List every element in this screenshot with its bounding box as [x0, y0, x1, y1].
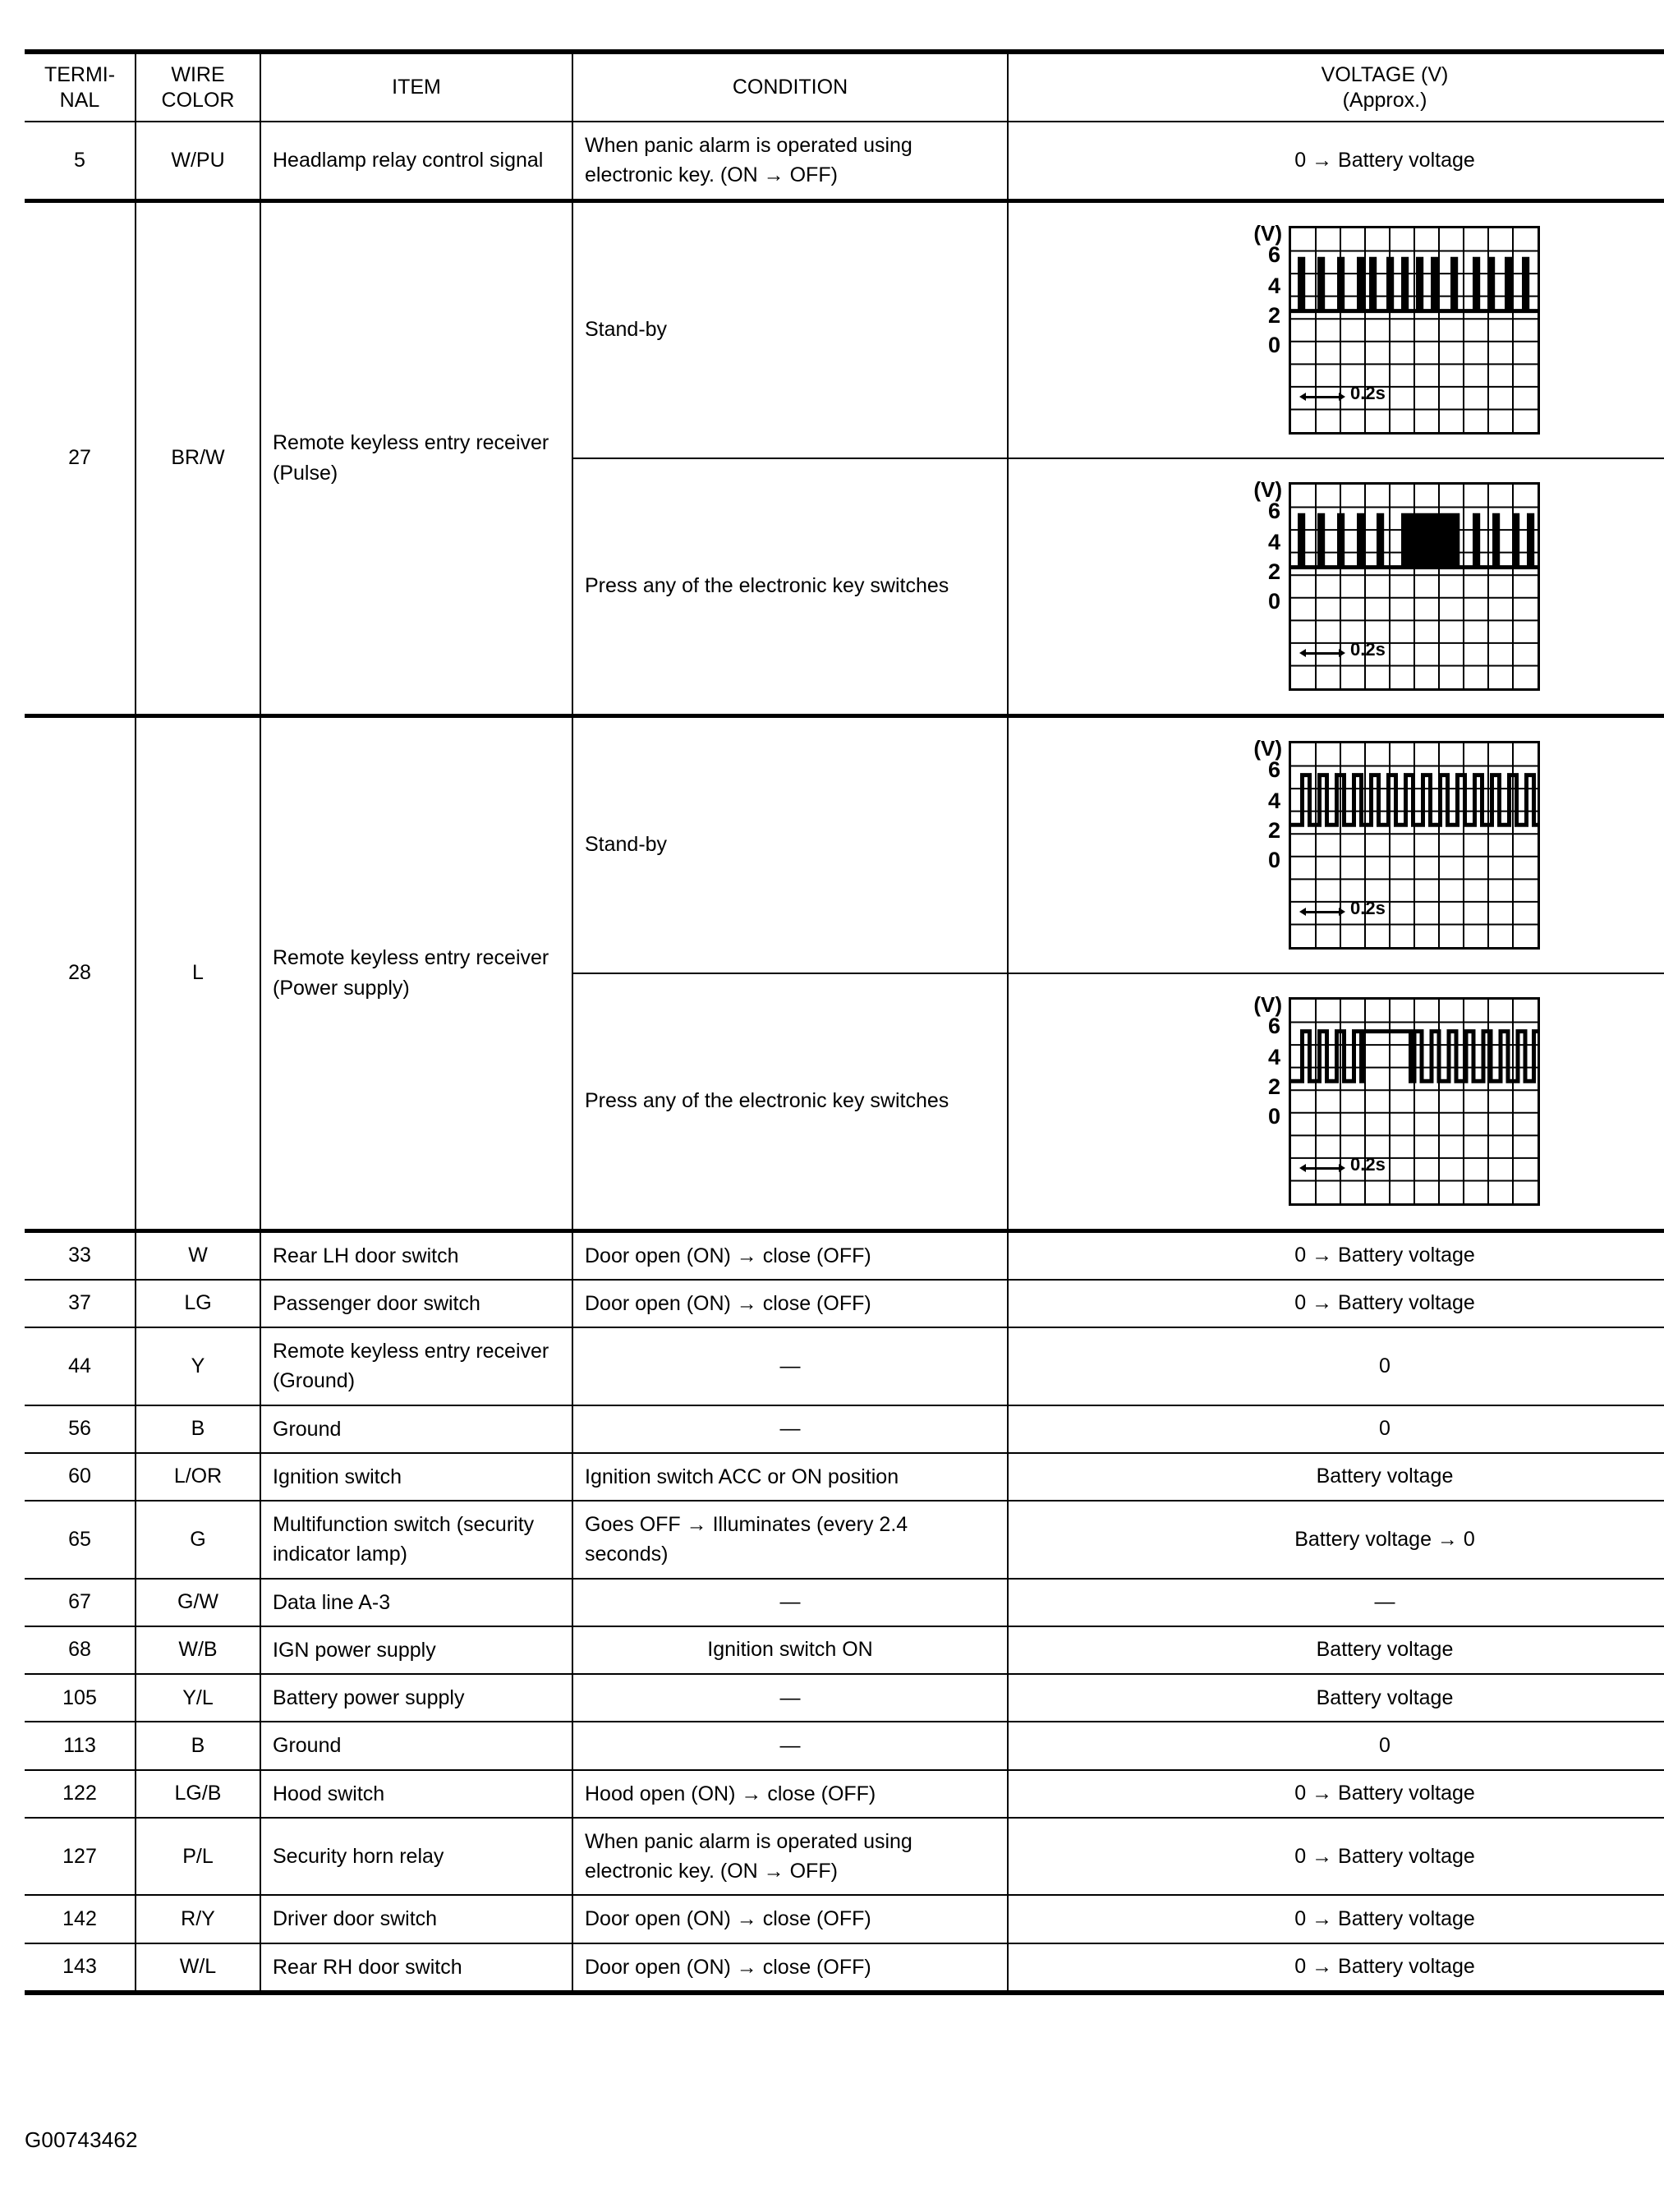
cell-terminal: 143 [25, 1943, 136, 1993]
axis-tick-4: 4 [1267, 788, 1280, 813]
cell-wire-color: G [136, 1501, 260, 1579]
axis-tick-4: 4 [1267, 1044, 1280, 1069]
scope-y-axis [1230, 220, 1289, 430]
timebase-label: 0.2s [1350, 1153, 1386, 1175]
cell-condition: Door open (ON) → close (OFF) [572, 1943, 1008, 1993]
cell-voltage: 0 → Battery voltage [1008, 1770, 1664, 1818]
cell-voltage: — [1008, 1579, 1664, 1626]
cell-item: Security horn relay [260, 1818, 572, 1896]
cell-wire-color: W [136, 1230, 260, 1280]
timebase-label: 0.2s [1350, 382, 1386, 403]
cell-item: Remote keyless entry receiver (Power supply) [260, 715, 572, 1230]
column-header-terminal [25, 52, 136, 122]
table-row [25, 1327, 1664, 1405]
cell-condition: Door open (ON) → close (OFF) [572, 1895, 1008, 1943]
cell-condition: — [572, 1405, 1008, 1453]
cell-wire-color: L [136, 715, 260, 1230]
scope-y-axis [1230, 476, 1289, 686]
waveform-plot [1291, 1000, 1538, 1203]
cell-voltage: 0 → Battery voltage [1008, 1818, 1664, 1896]
cell-item: Data line A-3 [260, 1579, 572, 1626]
cell-wire-color: Y [136, 1327, 260, 1405]
cell-condition: When panic alarm is operated using electronic key. (ON → OFF) [572, 1818, 1008, 1896]
axis-tick-2: 2 [1267, 1074, 1280, 1099]
axis-unit-label: (V) [1253, 476, 1282, 502]
cell-item: Rear RH door switch [260, 1943, 572, 1993]
scope-y-axis [1230, 991, 1289, 1201]
timebase-label: 0.2s [1350, 897, 1386, 918]
axis-tick-4: 4 [1267, 529, 1280, 554]
table-row [25, 1722, 1664, 1769]
cell-terminal: 60 [25, 1453, 136, 1501]
table-row [25, 1943, 1664, 1993]
waveform-plot [1291, 485, 1538, 688]
cell-voltage-waveform [1008, 458, 1664, 716]
cell-condition: Ignition switch ON [572, 1626, 1008, 1674]
cell-item: Ground [260, 1405, 572, 1453]
table-row [25, 1579, 1664, 1626]
cell-item: Remote keyless entry receiver (Ground) [260, 1327, 572, 1405]
oscilloscope-press-key-28 [1020, 982, 1664, 1221]
cell-voltage: Battery voltage → 0 [1008, 1501, 1664, 1579]
cell-voltage: 0 → Battery voltage [1008, 1280, 1664, 1327]
table-row [25, 200, 1664, 458]
cell-terminal: 105 [25, 1674, 136, 1722]
cell-voltage: 0 → Battery voltage [1008, 1230, 1664, 1280]
cell-terminal: 142 [25, 1895, 136, 1943]
cell-condition: — [572, 1327, 1008, 1405]
cell-wire-color: P/L [136, 1818, 260, 1896]
cell-condition: Door open (ON) → close (OFF) [572, 1230, 1008, 1280]
cell-wire-color: W/B [136, 1626, 260, 1674]
timebase-label: 0.2s [1350, 638, 1386, 660]
cell-wire-color: L/OR [136, 1453, 260, 1501]
cell-terminal: 67 [25, 1579, 136, 1626]
cell-item: Ground [260, 1722, 572, 1769]
cell-item: Ignition switch [260, 1453, 572, 1501]
axis-tick-2: 2 [1267, 559, 1280, 584]
axis-tick-6: 6 [1267, 756, 1280, 782]
table-row [25, 1818, 1664, 1896]
cell-wire-color: R/Y [136, 1895, 260, 1943]
oscilloscope-stand-by-28 [1020, 726, 1664, 964]
axis-tick-4: 4 [1267, 273, 1280, 298]
cell-voltage: Battery voltage [1008, 1453, 1664, 1501]
voltage-header-line2: (Approx.) [1342, 88, 1427, 112]
cell-item: Rear LH door switch [260, 1230, 572, 1280]
cell-wire-color: BR/W [136, 200, 260, 715]
table-row [25, 1453, 1664, 1501]
column-header-voltage [1008, 52, 1664, 122]
cell-item: Hood switch [260, 1770, 572, 1818]
scope-y-axis [1230, 735, 1289, 945]
cell-condition: Press any of the electronic key switches [572, 458, 1008, 716]
scope-screen [1289, 482, 1540, 691]
column-header-item: ITEM [260, 52, 572, 122]
cell-terminal: 122 [25, 1770, 136, 1818]
table-row [25, 1770, 1664, 1818]
axis-tick-6: 6 [1267, 1013, 1280, 1038]
table-header [25, 52, 1664, 122]
scope-screen [1289, 741, 1540, 950]
cell-voltage-waveform [1008, 973, 1664, 1231]
cell-condition: Door open (ON) → close (OFF) [572, 1280, 1008, 1327]
axis-tick-0: 0 [1267, 847, 1280, 872]
cell-condition: Press any of the electronic key switches [572, 973, 1008, 1231]
cell-voltage: 0 [1008, 1327, 1664, 1405]
cell-wire-color: Y/L [136, 1674, 260, 1722]
cell-condition: — [572, 1674, 1008, 1722]
cell-voltage: 0 → Battery voltage [1008, 122, 1664, 200]
table-row [25, 715, 1664, 973]
table-row [25, 122, 1664, 200]
cell-item: Headlamp relay control signal [260, 122, 572, 200]
cell-item: Remote keyless entry receiver (Pulse) [260, 200, 572, 715]
scope-screen [1289, 997, 1540, 1206]
table-row [25, 1626, 1664, 1674]
cell-condition: Stand-by [572, 200, 1008, 458]
axis-tick-0: 0 [1267, 588, 1280, 614]
axis-tick-0: 0 [1267, 1103, 1280, 1129]
cell-terminal: 37 [25, 1280, 136, 1327]
oscilloscope-stand-by-27 [1020, 211, 1664, 449]
table-row [25, 1674, 1664, 1722]
table-row [25, 1230, 1664, 1280]
terminal-header-line2: NAL [59, 88, 100, 112]
table-body [25, 122, 1664, 1993]
cell-wire-color: B [136, 1405, 260, 1453]
cell-wire-color: W/PU [136, 122, 260, 200]
cell-item: Passenger door switch [260, 1280, 572, 1327]
axis-unit-label: (V) [1253, 220, 1282, 246]
scope-screen [1289, 226, 1540, 435]
figure-reference-code: G00743462 [25, 2127, 138, 2152]
cell-item: IGN power supply [260, 1626, 572, 1674]
cell-wire-color: B [136, 1722, 260, 1769]
table-row [25, 1501, 1664, 1579]
cell-condition: Ignition switch ACC or ON position [572, 1453, 1008, 1501]
cell-condition: Goes OFF → Illuminates (every 2.4 seconds) [572, 1501, 1008, 1579]
cell-item: Multifunction switch (security indicator lamp) [260, 1501, 572, 1579]
cell-terminal: 44 [25, 1327, 136, 1405]
cell-wire-color: G/W [136, 1579, 260, 1626]
cell-condition: When panic alarm is operated using electronic key. (ON → OFF) [572, 122, 1008, 200]
voltage-header-line1: VOLTAGE (V) [1321, 63, 1449, 86]
cell-voltage: 0 [1008, 1405, 1664, 1453]
cell-voltage: Battery voltage [1008, 1626, 1664, 1674]
table-row [25, 1280, 1664, 1327]
waveform-plot [1291, 743, 1538, 947]
axis-tick-6: 6 [1267, 498, 1280, 523]
axis-unit-label: (V) [1253, 991, 1282, 1017]
cell-condition: Stand-by [572, 715, 1008, 973]
cell-terminal: 113 [25, 1722, 136, 1769]
cell-terminal: 27 [25, 200, 136, 715]
axis-tick-2: 2 [1267, 302, 1280, 328]
terminal-header-line1: TERMI- [44, 63, 116, 86]
cell-terminal: 65 [25, 1501, 136, 1579]
axis-tick-2: 2 [1267, 817, 1280, 843]
axis-tick-6: 6 [1267, 241, 1280, 267]
wire-header-line1: WIRE [171, 63, 225, 86]
column-header-wire-color [136, 52, 260, 122]
table-row [25, 1895, 1664, 1943]
cell-wire-color: LG/B [136, 1770, 260, 1818]
axis-tick-0: 0 [1267, 332, 1280, 357]
cell-terminal: 127 [25, 1818, 136, 1896]
table-row [25, 1405, 1664, 1453]
cell-item: Battery power supply [260, 1674, 572, 1722]
cell-terminal: 56 [25, 1405, 136, 1453]
cell-voltage: Battery voltage [1008, 1674, 1664, 1722]
cell-item: Driver door switch [260, 1895, 572, 1943]
axis-unit-label: (V) [1253, 735, 1282, 761]
waveform-plot [1291, 228, 1538, 432]
cell-terminal: 5 [25, 122, 136, 200]
cell-terminal: 28 [25, 715, 136, 1230]
cell-terminal: 68 [25, 1626, 136, 1674]
cell-terminal: 33 [25, 1230, 136, 1280]
oscilloscope-press-key-27 [1020, 467, 1664, 706]
column-header-condition: CONDITION [572, 52, 1008, 122]
cell-condition: Hood open (ON) → close (OFF) [572, 1770, 1008, 1818]
wire-header-line2: COLOR [161, 88, 235, 112]
cell-voltage: 0 → Battery voltage [1008, 1943, 1664, 1993]
cell-voltage-waveform [1008, 715, 1664, 973]
cell-voltage-waveform [1008, 200, 1664, 458]
cell-voltage: 0 [1008, 1722, 1664, 1769]
cell-wire-color: LG [136, 1280, 260, 1327]
cell-condition: — [572, 1722, 1008, 1769]
cell-voltage: 0 → Battery voltage [1008, 1895, 1664, 1943]
cell-wire-color: W/L [136, 1943, 260, 1993]
terminal-voltage-table [25, 49, 1664, 1995]
cell-condition: — [572, 1579, 1008, 1626]
